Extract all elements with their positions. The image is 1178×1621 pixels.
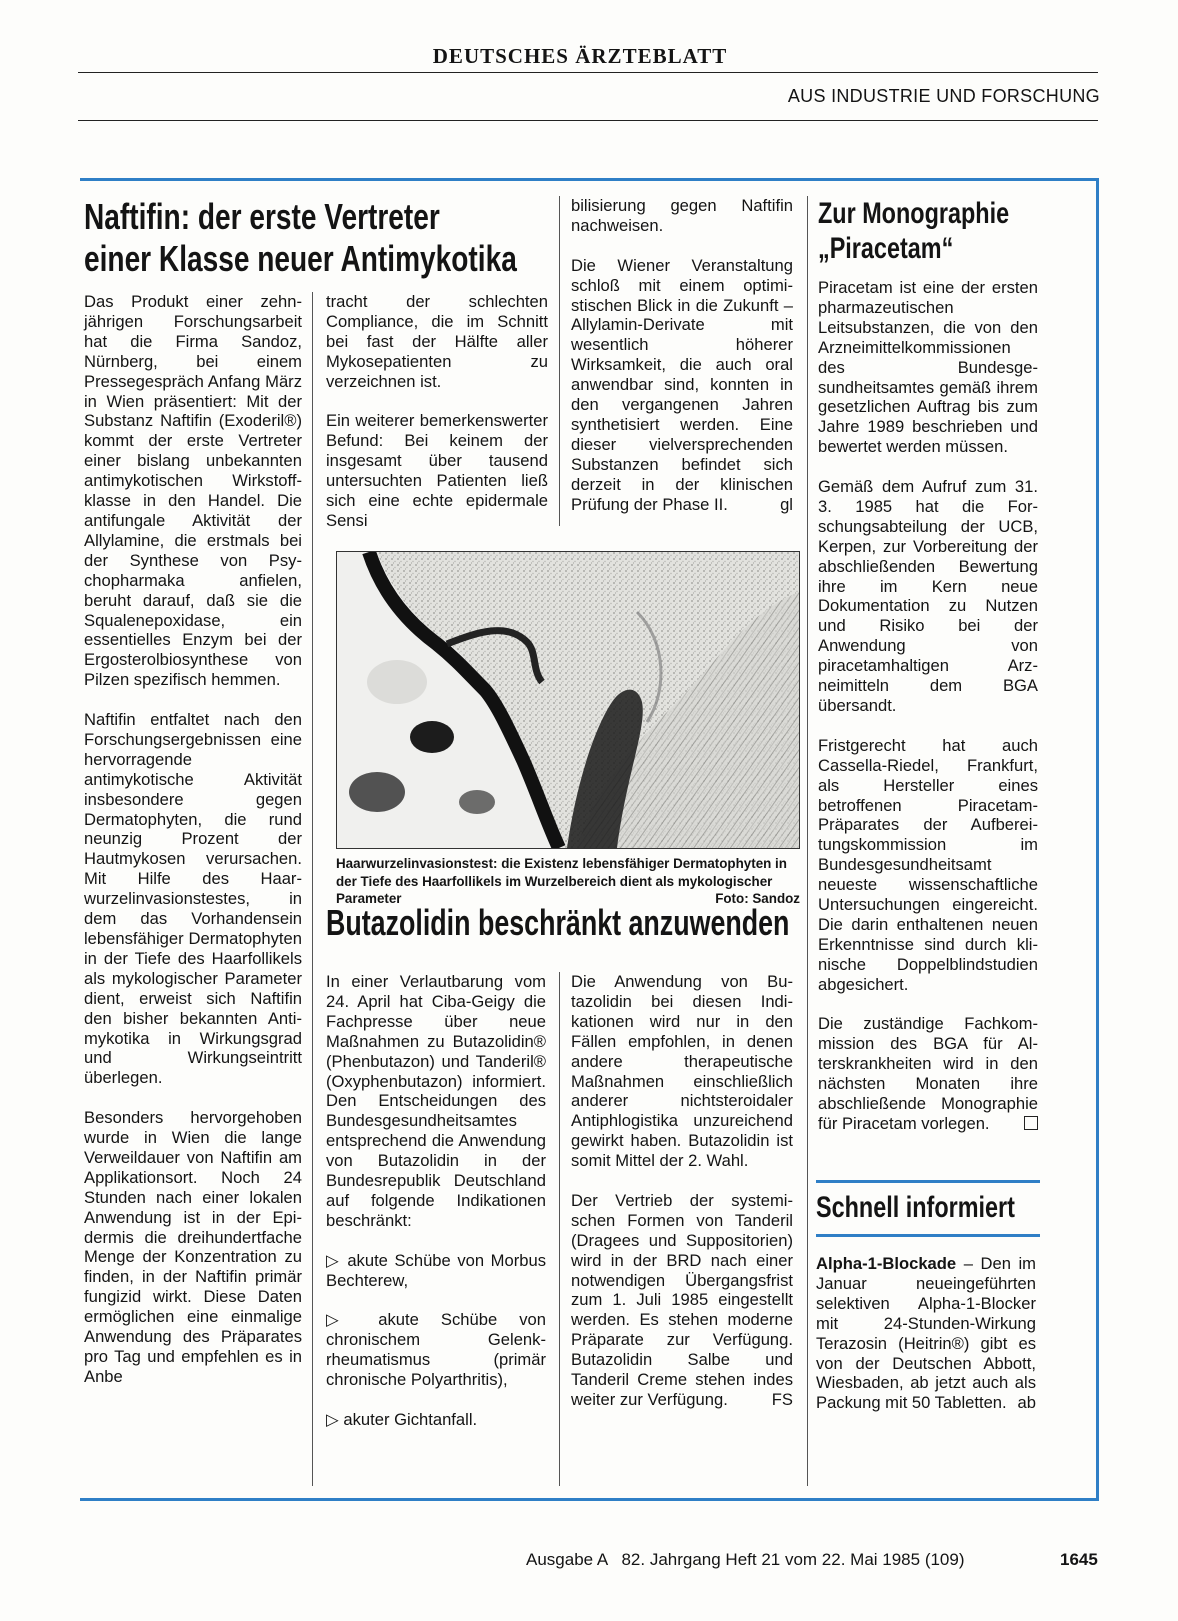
masthead: DEUTSCHES ÄRZTEBLATT — [432, 44, 728, 68]
triangle-bullet-icon: ▷ — [326, 1409, 339, 1429]
paragraph: Naftifin entfaltet nach den Forschungsergebnissen eine hervorragende antimykotische Aktivität insbesondere gegen Dermatophyten, die rund neunzig Prozent der Hautmykosen verursachen. Mit Hilfe des Haarwurzelinvasionstestes, in dem das Vorhandensein lebensfähiger Dermatophyten in der Tiefe des Haarfollikels als mykologischer Parameter dient, erweist sich Naftifin den bisher bekannten Antimykotika in Wirkungsgrad und Wirkungseintritt überlegen. — [84, 710, 302, 1088]
paragraph: Ein weiterer bemerkenswerter Befund: Bei keinem der insgesamt über tausend untersuchten Patienten ließ sich eine echte epidermale Sensi — [326, 411, 548, 530]
author-signature: gl — [780, 494, 793, 514]
quick-info-rule — [816, 1180, 1040, 1183]
author-signature: ab — [1017, 1393, 1036, 1413]
article-headline: Naftifin: der erste Vertreter einer Klasse neuer Antimykotika — [84, 196, 517, 280]
sidebar-column — [818, 278, 1038, 1134]
paragraph: Fristgerecht hat auch Cassella-Riedel, Frankfurt, als Hersteller eines betroffenen Piracetam-Präparates der Aufbereitungskommission im Bundesgesundheitsamt neueste wissenschaftliche Untersuchungen eingereicht. Die darin enthaltenen neuen Erkenntnisse sind durch klinische Doppelblindstudien abgesichert. — [818, 735, 1038, 994]
paragraph: Die zuständige Fachkommission des BGA für Alterskrankheiten wird in den nächsten Monaten ihre abschließende Monographie für Piracetam vorlegen. — [818, 1014, 1038, 1134]
article-column — [326, 292, 548, 531]
frame-bottom-border — [80, 1498, 1099, 1501]
triangle-bullet-icon: ▷ — [326, 1250, 341, 1270]
bullet-item: ▷ akute Schübe von chronischem Gelenkrheumatismus (primär chronische Polyarthritis), — [326, 1310, 546, 1390]
article-column — [571, 972, 793, 1410]
end-mark-square-icon — [1024, 1114, 1038, 1134]
paragraph: Das Produkt einer zehnjährigen Forschungsarbeit hat die Firma Sandoz, Nürnberg, bei einem Pressegespräch Anfang März in Wien präsentiert: Mit der Substanz Naftifin (Exoderil®) kommt der erste Vertreter einer bislang unbekannten antimykotischen Wirkstoffklasse in den Handel. Die antifungale Aktivität der Allylamine, die erstmals bei der Synthese von Psychopharmaka anfielen, beruht darauf, daß sie die Squalenepoxidase, ein essentielles Enzym bei der Ergosterolbiosynthese von Pilzen spezifisch hemmen. — [84, 292, 302, 690]
article-headline: Butazolidin beschränkt anzuwenden — [326, 902, 790, 943]
column-rule — [312, 292, 313, 1486]
article-column — [326, 972, 546, 1430]
page-number: 1645 — [1060, 1550, 1098, 1569]
micrograph-photo — [336, 551, 800, 849]
frame-top-border — [80, 178, 1098, 181]
bullet-item: ▷ akuter Gichtanfall. — [326, 1409, 478, 1429]
sidebar-headline: Zur Monographie „Piracetam“ — [818, 197, 1010, 266]
paragraph: Gemäß dem Aufruf zum 31. 3. 1985 hat die Forschungsabteilung der UCB, Kerpen, zur Vorbereitung der abschließenden Bewertung ihre im Kern neue Dokumentation zu Nutzen und Risiko bei der Anwendung von piracetamhaltigen Arzneimitteln dem BGA übersandt. — [818, 477, 1038, 716]
article-column — [84, 292, 302, 1387]
paragraph: Die Anwendung von Butazolidin bei diesen Indikationen wird nur in den Fällen empfohlen, in denen andere therapeutische Maßnahmen einschließlich anderer nichtsteroidaler Antiphlogistika unzureichend gewirkt haben. Butazolidin ist somit Mittel der 2. Wahl. — [571, 972, 793, 1171]
photo-credit: Foto: Sandoz — [715, 891, 800, 906]
paragraph: bilisierung gegen Naftifin nachweisen. — [571, 196, 793, 235]
author-signature: FS — [771, 1390, 793, 1410]
triangle-bullet-icon: ▷ — [326, 1310, 357, 1330]
paragraph: Piracetam ist eine der ersten pharmazeutischen Leitsubstanzen, die von den Arzneimittelkommissionen des Bundesgesundheitsamtes gemäß ihrem gesetzlichen Auftrag bis zum Jahre 1989 beschrieben und bewertet werden müssen. — [818, 278, 1038, 457]
quick-info-lead: Alpha-1-Blockade — [816, 1254, 957, 1273]
issue-info: Ausgabe A 82. Jahrgang Heft 21 vom 22. Mai 1985 (109) — [526, 1550, 965, 1569]
paragraph: Besonders hervorgehoben wurde in Wien die lange Verweildauer von Naftifin am Applikationsort. Noch 24 Stunden nach einer lokalen Anwendung ist in der Epidermis die dreihundertfache Menge der Konzentration zu finden, in der Naftifin primär fungizid wirkt. Diese Daten ermöglichen eine einmalige Anwendung des Präparates pro Tag und empfehlen es in Anbe — [84, 1108, 302, 1386]
paragraph: tracht der schlechten Compliance, die im Schnitt bei fast der Hälfte aller Mykosepatienten zu verzeichnen ist. — [326, 292, 548, 391]
frame-right-border — [1096, 178, 1099, 1498]
photo-caption: Haarwurzelinvasionstest: die Existenz lebensfähiger Dermatophyten in der Tiefe des Haarfollikels im Wurzelbereich dient als mykologischer Parameter Foto: Sandoz — [336, 856, 800, 906]
header-rule — [78, 72, 1098, 73]
header-rule — [78, 120, 1098, 121]
section-title: AUS INDUSTRIE UND FORSCHUNG — [787, 86, 1100, 106]
paragraph: In einer Verlautbarung vom 24. April hat Ciba-Geigy die Fachpresse über neue Maßnahmen zu Butazolidin® (Phenbutazon) und Tanderil® (Oxyphenbutazon) informiert. Den Entscheidungen des Bundesgesundheitsamtes entsprechend die Anwendung von Butazolidin in der Bundesrepublik Deutschland auf folgende Indikationen beschränkt: — [326, 972, 546, 1230]
article-column — [571, 196, 793, 514]
quick-info-rule — [816, 1234, 1040, 1237]
column-rule — [807, 196, 808, 1486]
bullet-item: ▷ akute Schübe von Morbus Bechterew, — [326, 1250, 546, 1290]
paragraph: Der Vertrieb der systemischen Formen von Tanderil (Dragees und Suppositorien) wird in der BRD nach einer notwendigen Übergangsfrist zum 1. Juli 1985 eingestellt werden. Es stehen moderne Präparate zur Verfügung. Butazolidin Salbe und Tanderil Creme stehen indes weiter zur Verfügung. FS — [571, 1190, 793, 1410]
column-rule — [559, 196, 560, 526]
quick-info-text: Alpha-1-Blockade – Den im Januar neueingeführten selektiven Alpha-1-Blocker mit 24-Stunden-Wirkung Terazosin (Heitrin®) gibt es von der Deutschen Abbott, Wiesbaden, ab jetzt auch als Packung mit 50 Tabletten. ab — [816, 1254, 1036, 1413]
paragraph: Die Wiener Veranstaltung schloß mit einem optimistischen Blick in die Zukunft – Allylamin-Derivate mit wesentlich höherer Wirksamkeit, die auch oral anwendbar sind, konnten in den vergangenen Jahren synthetisiert werden. Eine dieser vielversprechenden Substanzen befindet sich derzeit in der klinischen Prüfung der Phase II. gl — [571, 255, 793, 514]
column-rule — [559, 972, 560, 1486]
quick-info-headline: Schnell informiert — [816, 1191, 1015, 1224]
